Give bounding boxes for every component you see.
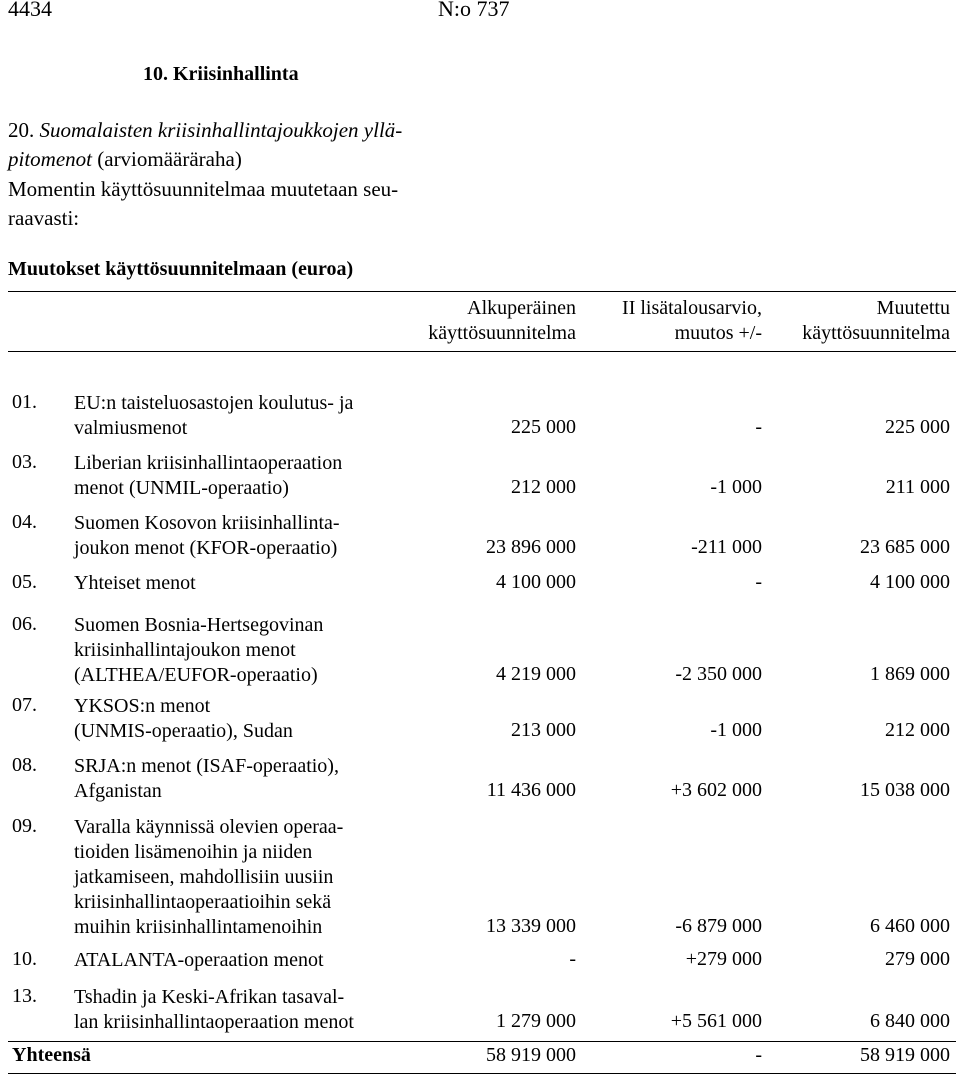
item-description-line: raavasti: <box>8 206 80 230</box>
row-value-modified: 15 038 000 <box>860 779 950 801</box>
column-header-line: Alkuperäinen <box>467 297 576 319</box>
item-number: 20. <box>8 118 35 142</box>
total-original: 58 919 000 <box>486 1044 576 1066</box>
row-description <box>74 815 343 940</box>
row-description-line: YKSOS:n menot <box>74 695 211 717</box>
row-number: 01. <box>12 391 37 413</box>
row-description-line: Afganistan <box>74 780 162 802</box>
row-value-modified: 23 685 000 <box>860 536 950 558</box>
row-value-modified: 6 460 000 <box>870 915 950 937</box>
row-description-line: jatkamiseen, mahdollisiin uusiin <box>74 866 334 888</box>
row-description <box>74 451 342 501</box>
row-description-line: menot (UNMIL-operaatio) <box>74 477 289 499</box>
total-change: - <box>755 1044 762 1066</box>
row-value-change: - <box>755 571 762 593</box>
row-description <box>74 613 323 688</box>
row-value-original: - <box>569 948 576 970</box>
column-header-line: Muutettu <box>876 297 950 319</box>
total-modified: 58 919 000 <box>860 1044 950 1066</box>
row-description-line: ATALANTA-operaation menot <box>74 949 324 971</box>
row-value-change: - <box>755 416 762 438</box>
row-number: 09. <box>12 815 37 837</box>
row-description <box>74 571 196 596</box>
row-description <box>74 985 354 1035</box>
row-description-line: valmiusmenot <box>74 417 188 439</box>
row-value-change: -1 000 <box>710 719 762 741</box>
row-description-line: Suomen Bosnia-Hertsegovinan <box>74 614 324 636</box>
column-header-original <box>428 296 576 346</box>
row-description-line: joukon menot (KFOR-operaatio) <box>74 537 338 559</box>
row-value-original: 13 339 000 <box>486 915 576 937</box>
row-description-line: lan kriisinhallintaoperaation menot <box>74 1011 354 1033</box>
row-number: 08. <box>12 754 37 776</box>
row-description-line: (ALTHEA/EUFOR-operaatio) <box>74 664 318 686</box>
row-value-original: 4 219 000 <box>496 663 576 685</box>
row-value-modified: 6 840 000 <box>870 1010 950 1032</box>
column-header-line: käyttösuunnitelma <box>428 322 576 344</box>
row-number: 03. <box>12 451 37 473</box>
column-header-modified <box>802 296 950 346</box>
row-value-modified: 225 000 <box>885 416 950 438</box>
row-description-line: EU:n taisteluosastojen koulutus- ja <box>74 392 354 414</box>
row-description-line: muihin kriisinhallintamenoihin <box>74 916 323 938</box>
column-header-line: käyttösuunnitelma <box>802 322 950 344</box>
row-value-change: +279 000 <box>685 948 762 970</box>
column-header-change <box>622 296 762 346</box>
row-number: 10. <box>12 948 37 970</box>
row-description-line: tioiden lisämenoihin ja niiden <box>74 841 313 863</box>
item-title-italic-2: pitomenot <box>8 147 92 171</box>
item-title-italic-1: Suomalaisten kriisinhallintajoukkojen yllä- <box>39 118 403 142</box>
row-number: 05. <box>12 571 37 593</box>
row-description-line: kriisinhallintaoperaatioihin sekä <box>74 891 332 913</box>
row-value-modified: 212 000 <box>885 719 950 741</box>
table-bottom-rule <box>8 1073 956 1074</box>
total-top-rule <box>8 1041 956 1042</box>
total-label: Yhteensä <box>12 1044 91 1066</box>
row-number: 04. <box>12 511 37 533</box>
row-description-line: (UNMIS-operaatio), Sudan <box>74 720 293 742</box>
header-bottom-rule <box>8 351 956 352</box>
row-value-change: -6 879 000 <box>675 915 762 937</box>
row-value-original: 4 100 000 <box>496 571 576 593</box>
page-number: 4434 <box>8 0 52 21</box>
row-value-change: -1 000 <box>710 476 762 498</box>
row-number: 06. <box>12 613 37 635</box>
issue-number: N:o 737 <box>438 0 510 21</box>
item-description <box>8 175 398 233</box>
row-description <box>74 948 324 973</box>
row-description-line: Liberian kriisinhallintaoperaation <box>74 452 343 474</box>
row-value-original: 1 279 000 <box>496 1010 576 1032</box>
row-number: 07. <box>12 694 37 716</box>
item-description-line: Momentin käyttösuunnitelmaa muutetaan seu- <box>8 177 399 201</box>
item-title <box>8 116 402 174</box>
table-title: Muutokset käyttösuunnitelmaan (euroa) <box>8 258 354 280</box>
row-description <box>74 694 293 744</box>
row-value-original: 225 000 <box>511 416 576 438</box>
row-description <box>74 391 353 441</box>
row-value-change: +3 602 000 <box>670 779 762 801</box>
row-value-modified: 1 869 000 <box>870 663 950 685</box>
row-description-line: Varalla käynnissä olevien operaa- <box>74 816 344 838</box>
column-header-line: II lisätalousarvio, <box>622 297 762 319</box>
item-title-rest: (arviomääräraha) <box>92 147 242 171</box>
row-value-original: 213 000 <box>511 719 576 741</box>
row-value-modified: 279 000 <box>885 948 950 970</box>
row-value-change: -211 000 <box>691 536 762 558</box>
row-value-modified: 4 100 000 <box>870 571 950 593</box>
row-value-original: 11 436 000 <box>486 779 576 801</box>
row-description-line: Suomen Kosovon kriisinhallinta- <box>74 512 340 534</box>
row-description <box>74 511 340 561</box>
row-description-line: Tshadin ja Keski-Afrikan tasaval- <box>74 986 345 1008</box>
row-number: 13. <box>12 985 37 1007</box>
row-description-line: Yhteiset menot <box>74 572 196 594</box>
row-description-line: kriisinhallintajoukon menot <box>74 639 296 661</box>
row-value-change: +5 561 000 <box>670 1010 762 1032</box>
row-value-change: -2 350 000 <box>675 663 762 685</box>
row-description <box>74 754 339 804</box>
row-value-original: 212 000 <box>511 476 576 498</box>
row-description-line: SRJA:n menot (ISAF-operaatio), <box>74 755 339 777</box>
column-header-line: muutos +/- <box>674 322 762 344</box>
row-value-modified: 211 000 <box>885 476 950 498</box>
row-value-original: 23 896 000 <box>486 536 576 558</box>
section-heading: 10. Kriisinhallinta <box>143 63 299 85</box>
table-top-rule <box>8 291 956 292</box>
